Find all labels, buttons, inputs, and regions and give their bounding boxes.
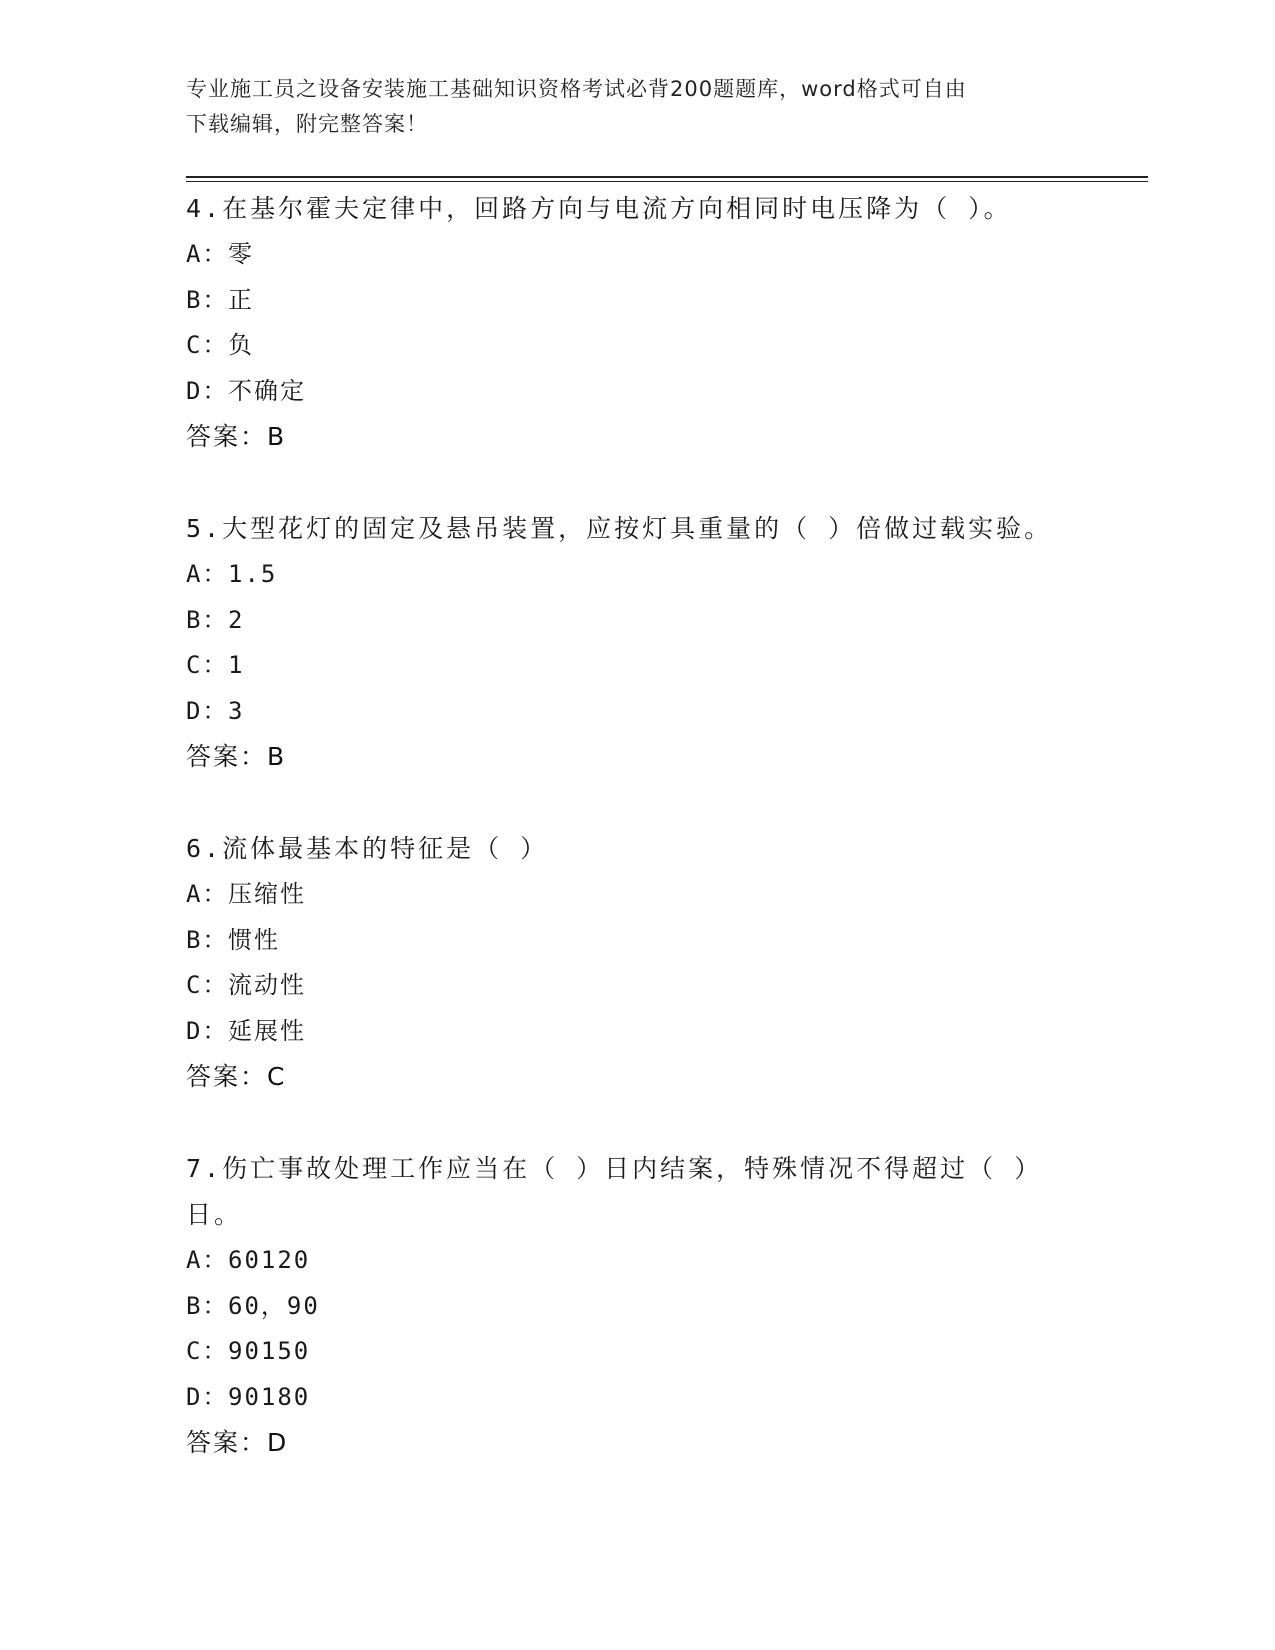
option-d [186,1375,1046,1421]
option-key: C： [186,331,229,359]
question-stem: 5.大型花灯的固定及悬吊装置，应按灯具重量的（ ）倍做过载实验。 [186,514,1053,543]
option-key: D： [186,1016,229,1045]
option-text: 60，90 [228,1291,320,1320]
option-d [186,689,1086,735]
option-c [186,1329,1046,1375]
answer-line: 答案：B [186,422,287,451]
option-c [186,963,1086,1009]
question-stem: 4.在基尔霍夫定律中，回路方向与电流方向相同时电压降为（ ）。 [186,194,1012,223]
question-block [186,186,1086,460]
answer-line: 答案：B [186,742,287,771]
option-key: A： [186,560,229,588]
option-a [186,1238,1046,1284]
answer-line: 答案：C [186,1062,287,1091]
option-a [186,872,1086,918]
question-block [186,506,1086,780]
document-header [186,72,1086,142]
option-key: C： [186,1337,229,1365]
header-line-2: 下载编辑，附完整答案！ [186,112,428,136]
option-key: B： [186,605,229,634]
option-key: C： [186,971,229,999]
question-block [186,826,1086,1100]
option-a [186,552,1086,598]
header-divider-thick [186,176,1148,178]
option-key: D： [186,1382,229,1411]
option-key: A： [186,1246,229,1274]
option-a [186,232,1086,278]
option-key: B： [186,285,229,314]
option-text: 延展性 [228,1016,306,1045]
option-key: D： [186,696,229,725]
header-divider-thin [186,181,1148,182]
option-text: 负 [228,331,254,359]
option-text: 1 [228,651,245,679]
option-key: B： [186,925,229,954]
question-stem: 6.流体最基本的特征是（ ） [186,834,549,863]
option-text: 流动性 [228,971,306,999]
option-key: A： [186,240,229,268]
option-text: 压缩性 [228,880,306,908]
option-text: 2 [228,605,245,634]
option-b [186,1284,1046,1330]
option-key: B： [186,1291,229,1320]
question-stem: 7.伤亡事故处理工作应当在（ ）日内结案，特殊情况不得超过（ ）日。 [186,1154,1043,1229]
option-c [186,643,1086,689]
option-d [186,1009,1086,1055]
header-line-1: 专业施工员之设备安装施工基础知识资格考试必背200题题库，word格式可自由 [186,77,967,101]
option-b [186,918,1086,964]
option-c [186,323,1086,369]
option-text: 3 [228,696,245,725]
option-text: 90180 [228,1382,311,1411]
option-text: 90150 [228,1337,311,1365]
option-text: 惯性 [228,925,280,954]
option-text: 60120 [228,1246,311,1274]
option-text: 零 [228,240,254,268]
option-b [186,278,1086,324]
option-key: D： [186,376,229,405]
option-text: 1.5 [228,560,278,588]
answer-line: 答案：D [186,1428,289,1457]
option-text: 正 [228,285,254,314]
option-d [186,369,1086,415]
option-key: C： [186,651,229,679]
option-key: A： [186,880,229,908]
question-block [186,1146,1046,1466]
option-text: 不确定 [228,376,306,405]
option-b [186,598,1086,644]
